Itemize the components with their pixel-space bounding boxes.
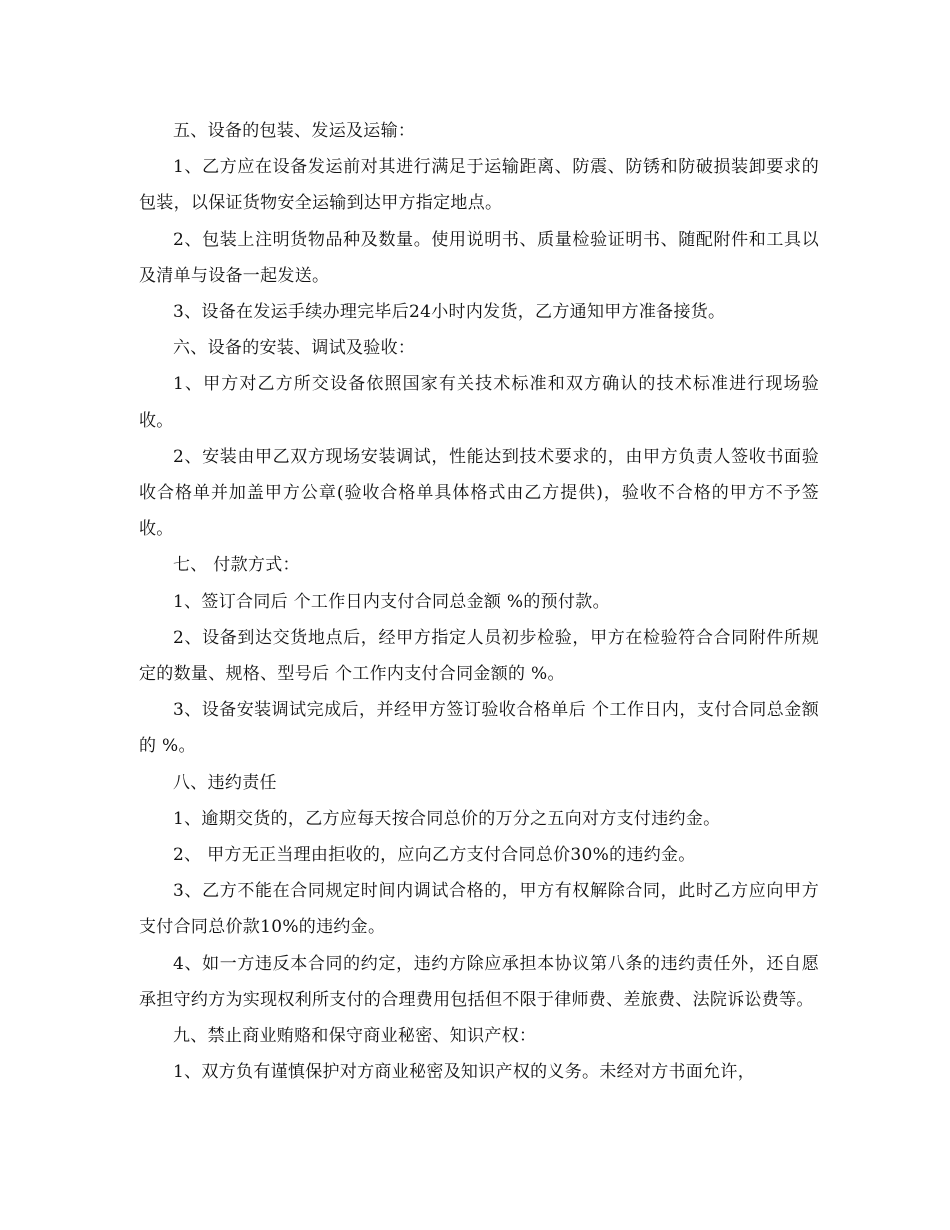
packaging-clause-2: 2、包装上注明货物品种及数量。使用说明书、质量检验证明书、随配附件和工具以及清单与设备一起发送。 bbox=[139, 229, 819, 286]
section-heading-payment: 七、 付款方式： bbox=[173, 555, 300, 576]
document-body bbox=[139, 113, 819, 1090]
section-heading-packaging: 五、设备的包装、发运及运输： bbox=[173, 121, 416, 141]
liability-clause-3: 3、乙方不能在合同规定时间内调试合格的，甲方有权解除合同，此时乙方应向甲方支付合同总价款10%的违约金。 bbox=[139, 881, 819, 938]
installation-clause-1: 1、甲方对乙方所交设备依照国家有关技术标准和双方确认的技术标准进行现场验收。 bbox=[139, 374, 819, 431]
section-heading-liability: 八、违约责任 bbox=[173, 772, 277, 793]
section-heading-installation: 六、设备的安装、调试及验收： bbox=[173, 338, 416, 359]
installation-clause-2: 2、安装由甲乙双方现场安装调试，性能达到技术要求的，由甲方负责人签收书面验收合格单并加盖甲方公章(验收合格单具体格式由乙方提供)，验收不合格的甲方不予签收。 bbox=[139, 446, 819, 540]
packaging-clause-3: 3、设备在发运手续办理完毕后24小时内发货，乙方通知甲方准备接货。 bbox=[173, 302, 726, 323]
liability-clause-2: 2、 甲方无正当理由拒收的，应向乙方支付合同总价30%的违约金。 bbox=[173, 845, 696, 866]
liability-clause-1: 1、逾期交货的，乙方应每天按合同总价的万分之五向对方支付违约金。 bbox=[173, 808, 721, 829]
packaging-clause-1: 1、乙方应在设备发运前对其进行满足于运输距离、防震、防锈和防破损装卸要求的包装，以保证货物安全运输到达甲方指定地点。 bbox=[139, 157, 819, 214]
confidentiality-clause-1: 1、双方负有谨慎保护对方商业秘密及知识产权的义务。未经对方书面允许， bbox=[173, 1062, 756, 1083]
section-heading-confidentiality: 九、禁止商业贿赂和保守商业秘密、知识产权： bbox=[173, 1026, 537, 1047]
payment-clause-3: 3、设备安装调试完成后，并经甲方签订验收合格单后 个工作日内，支付合同总金额的 %。 bbox=[139, 700, 819, 757]
payment-clause-2: 2、设备到达交货地点后，经甲方指定人员初步检验，甲方在检验符合合同附件所规定的数量、规格、型号后 个工作内支付合同金额的 %。 bbox=[139, 627, 819, 685]
payment-clause-1: 1、签订合同后 个工作日内支付合同总金额 %的预付款。 bbox=[173, 591, 610, 612]
liability-clause-4: 4、如一方违反本合同的约定，违约方除应承担本协议第八条的违约责任外，还自愿承担守约方为实现权利所支付的合理费用包括但不限于律师费、差旅费、法院诉讼费等。 bbox=[139, 953, 819, 1010]
